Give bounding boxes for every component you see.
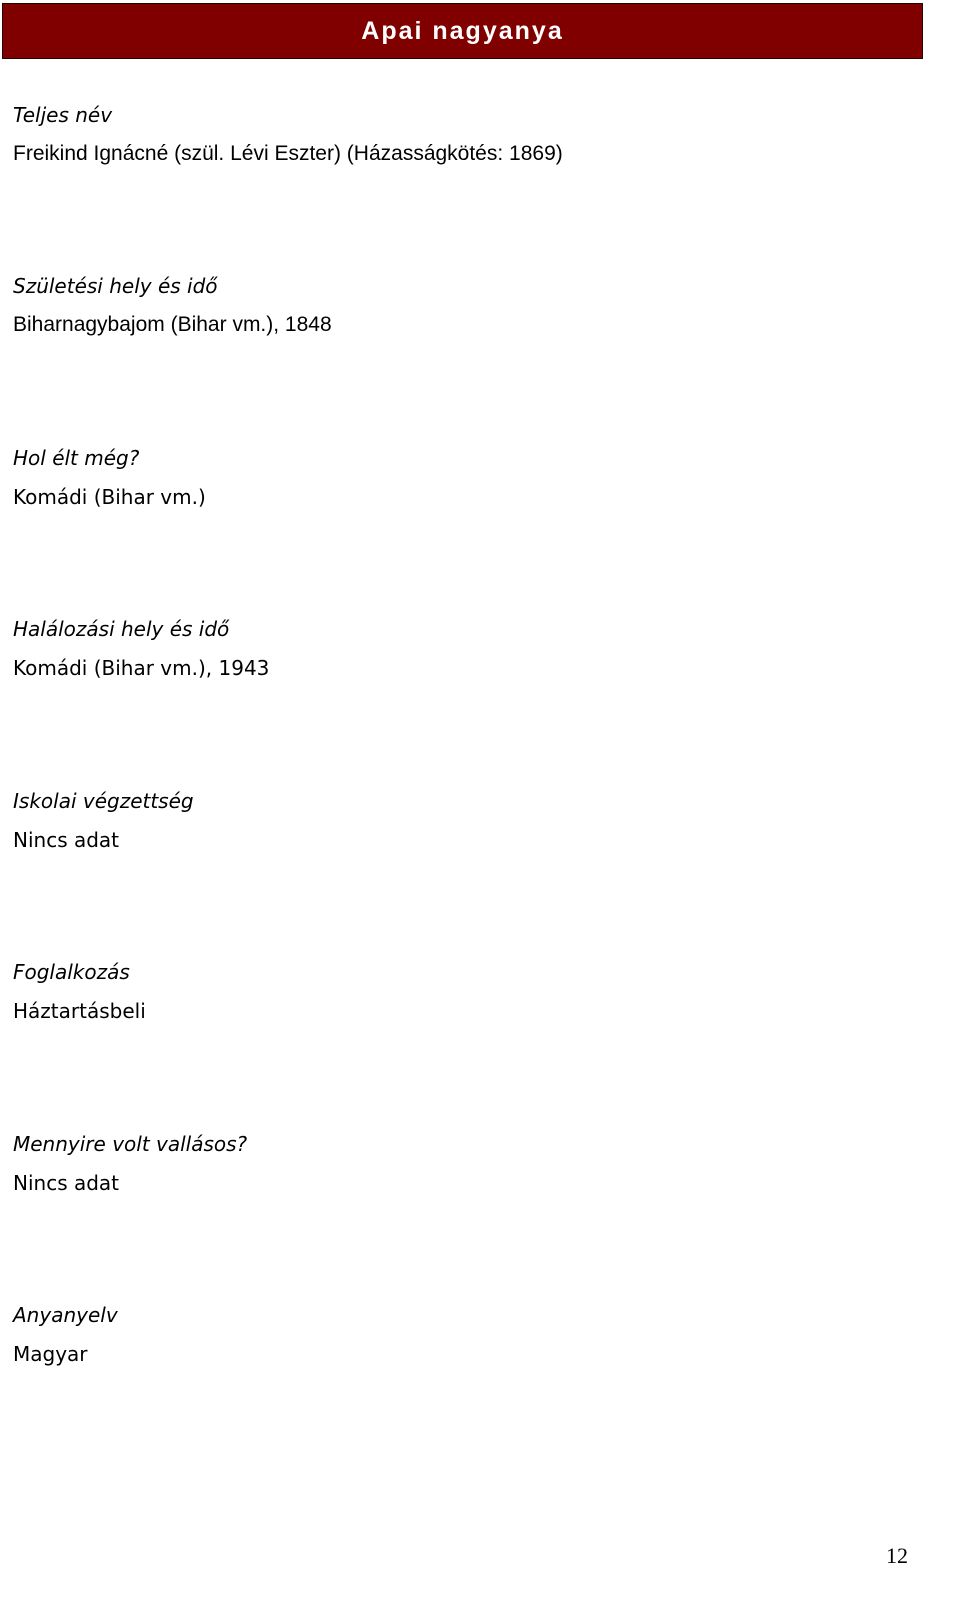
- field-other-residence: [13, 446, 206, 509]
- field-value: Freikind Ignácné (szül. Lévi Eszter) (Házasságkötés: 1869): [13, 142, 563, 165]
- field-value: Magyar: [13, 1342, 88, 1366]
- page-number: 12: [886, 1543, 908, 1568]
- field-value: Komádi (Bihar vm.): [13, 485, 206, 509]
- field-value: Nincs adat: [13, 828, 120, 852]
- field-label: Hol élt még?: [13, 446, 140, 470]
- field-value: Háztartásbeli: [13, 999, 146, 1023]
- field-death-place-date: [13, 617, 269, 680]
- field-education: [13, 789, 194, 852]
- field-value: Komádi (Bihar vm.), 1943: [13, 656, 270, 680]
- field-label: Születési hely és idő: [13, 274, 218, 298]
- field-birth-place-date: [13, 274, 332, 337]
- field-label: Anyanyelv: [13, 1303, 118, 1327]
- field-occupation: [13, 960, 146, 1023]
- field-mother-tongue: [13, 1303, 118, 1366]
- section-header: [2, 3, 923, 59]
- field-label: Iskolai végzettség: [13, 789, 194, 813]
- field-full-name: [13, 103, 563, 166]
- field-label: Teljes név: [13, 103, 113, 127]
- field-value: Nincs adat: [13, 1171, 120, 1195]
- field-label: Halálozási hely és idő: [13, 617, 230, 641]
- field-value: Biharnagybajom (Bihar vm.), 1848: [13, 313, 332, 336]
- field-religiosity: [13, 1132, 247, 1195]
- field-label: Foglalkozás: [13, 960, 130, 984]
- field-label: Mennyire volt vallásos?: [13, 1132, 248, 1156]
- page-title: Apai nagyanya: [361, 16, 564, 45]
